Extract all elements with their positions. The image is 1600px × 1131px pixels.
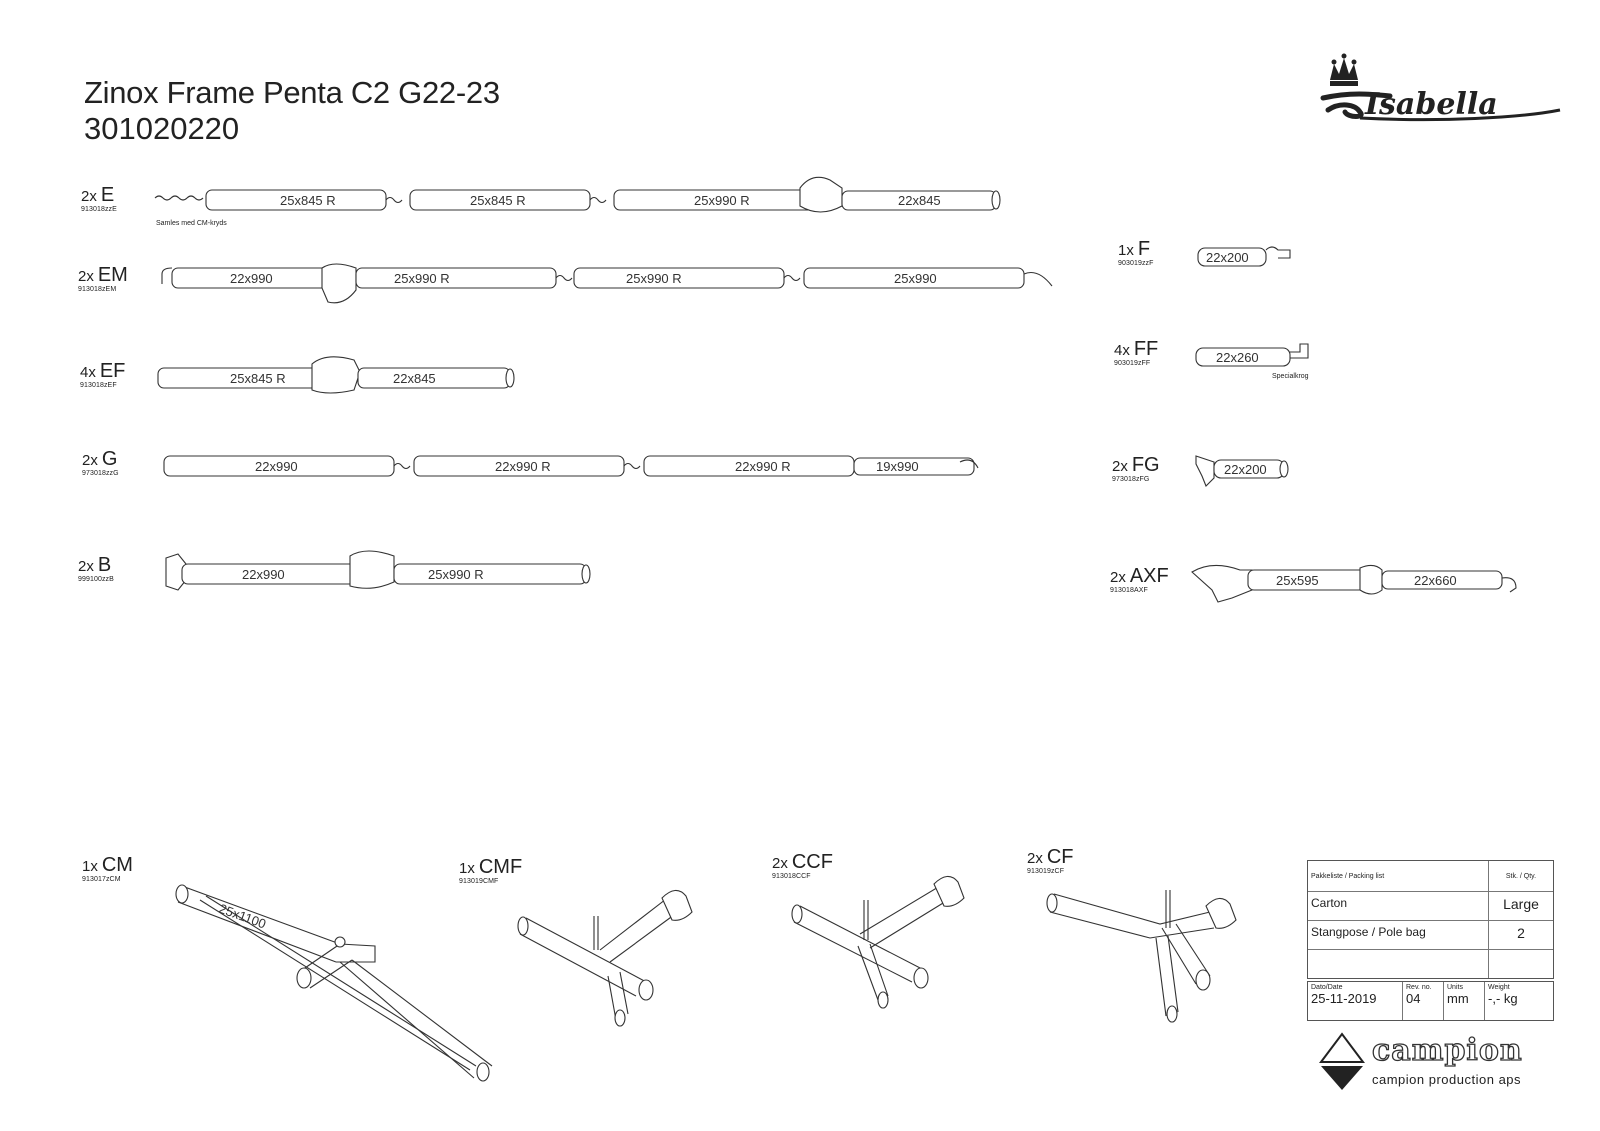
segment-label: 25x990	[894, 271, 937, 286]
pole-e	[155, 177, 1000, 212]
segment-label: 22x990	[255, 459, 298, 474]
campion-wordmark: campion	[1372, 1033, 1523, 1068]
connector-cmf	[518, 890, 692, 1026]
table-row: Stangpose / Pole bag 2	[1308, 921, 1553, 950]
part-note-e: Samles med CM-kryds	[156, 220, 227, 227]
part-label-b: 2x B 999100zzB	[78, 554, 114, 583]
segment-label: 22x845	[898, 193, 941, 208]
part-label-axf: 2x AXF 913018AXF	[1110, 565, 1169, 594]
part-label-fg: 2x FG 973018zFG	[1112, 454, 1160, 483]
table-row-empty	[1308, 950, 1553, 978]
part-label-ff: 4x FF 903019zFF	[1114, 338, 1159, 367]
pole-ff	[1196, 344, 1308, 366]
segment-label: 22x990	[242, 567, 285, 582]
segment-label: 22x990	[230, 271, 273, 286]
segment-label: 25x1100	[216, 900, 269, 932]
segment-label: 25x845 R	[470, 193, 526, 208]
segment-label: 25x595	[1276, 573, 1319, 588]
pole-fg	[1196, 456, 1288, 486]
pole-ef	[158, 357, 514, 393]
document-title: Zinox Frame Penta C2 G22-23	[84, 75, 500, 110]
segment-label: 22x845	[393, 371, 436, 386]
segment-label: 22x200	[1224, 462, 1267, 477]
part-label-cf: 2x CF 913019zCF	[1027, 846, 1074, 875]
connector-ccf	[792, 876, 964, 1008]
table-row: Carton Large	[1308, 892, 1553, 921]
part-label-cmf: 1x CMF 913019CMF	[459, 856, 523, 885]
weight-cell: Weight -,- kg	[1488, 984, 1518, 1006]
pole-g	[164, 456, 978, 476]
part-label-em: 2x EM 913018zEM	[78, 264, 128, 293]
segment-label: 22x990 R	[495, 459, 551, 474]
segment-label: 25x990 R	[626, 271, 682, 286]
connector-cf	[1047, 890, 1236, 1022]
segment-label: 25x845 R	[230, 371, 286, 386]
segment-label: 25x845 R	[280, 193, 336, 208]
units-cell: Units mm	[1444, 982, 1485, 1020]
part-label-e: 2x E 913018zzE	[81, 184, 117, 213]
part-note-ff: Specialkrog	[1272, 373, 1309, 380]
segment-label: 22x990 R	[735, 459, 791, 474]
campion-subtitle: campion production aps	[1372, 1072, 1522, 1087]
segment-label: 25x990 R	[394, 271, 450, 286]
segment-label: 25x990 R	[428, 567, 484, 582]
part-label-ef: 4x EF 913018zEF	[80, 360, 126, 389]
pole-f	[1198, 247, 1290, 266]
part-label-cm: 1x CM 913017zCM	[82, 854, 133, 883]
pole-axf	[1192, 565, 1516, 602]
segment-label: 22x200	[1206, 250, 1249, 265]
packing-list-table	[1307, 860, 1554, 979]
rev-cell: Rev. no. 04	[1403, 982, 1444, 1020]
part-label-g: 2x G 973018zzG	[82, 448, 119, 477]
packing-header-qty: Stk. / Qty.	[1505, 873, 1537, 880]
part-label-f: 1x F 903019zzF	[1118, 238, 1154, 267]
document-code: 301020220	[84, 111, 240, 146]
segment-label: 19x990	[876, 459, 919, 474]
segment-label: 22x260	[1216, 350, 1259, 365]
packing-header-label: Pakkeliste / Packing list	[1308, 861, 1489, 891]
pole-em	[162, 264, 1052, 303]
connector-cm	[176, 885, 492, 1081]
segment-label: 25x990 R	[694, 193, 750, 208]
part-label-ccf: 2x CCF 913018CCF	[772, 851, 833, 880]
date-cell: Dato/Date 25-11-2019	[1308, 982, 1403, 1020]
info-table	[1307, 981, 1554, 1021]
pole-b	[166, 551, 590, 590]
segment-label: 22x660	[1414, 573, 1457, 588]
isabella-wordmark: Isabella	[1365, 87, 1498, 122]
